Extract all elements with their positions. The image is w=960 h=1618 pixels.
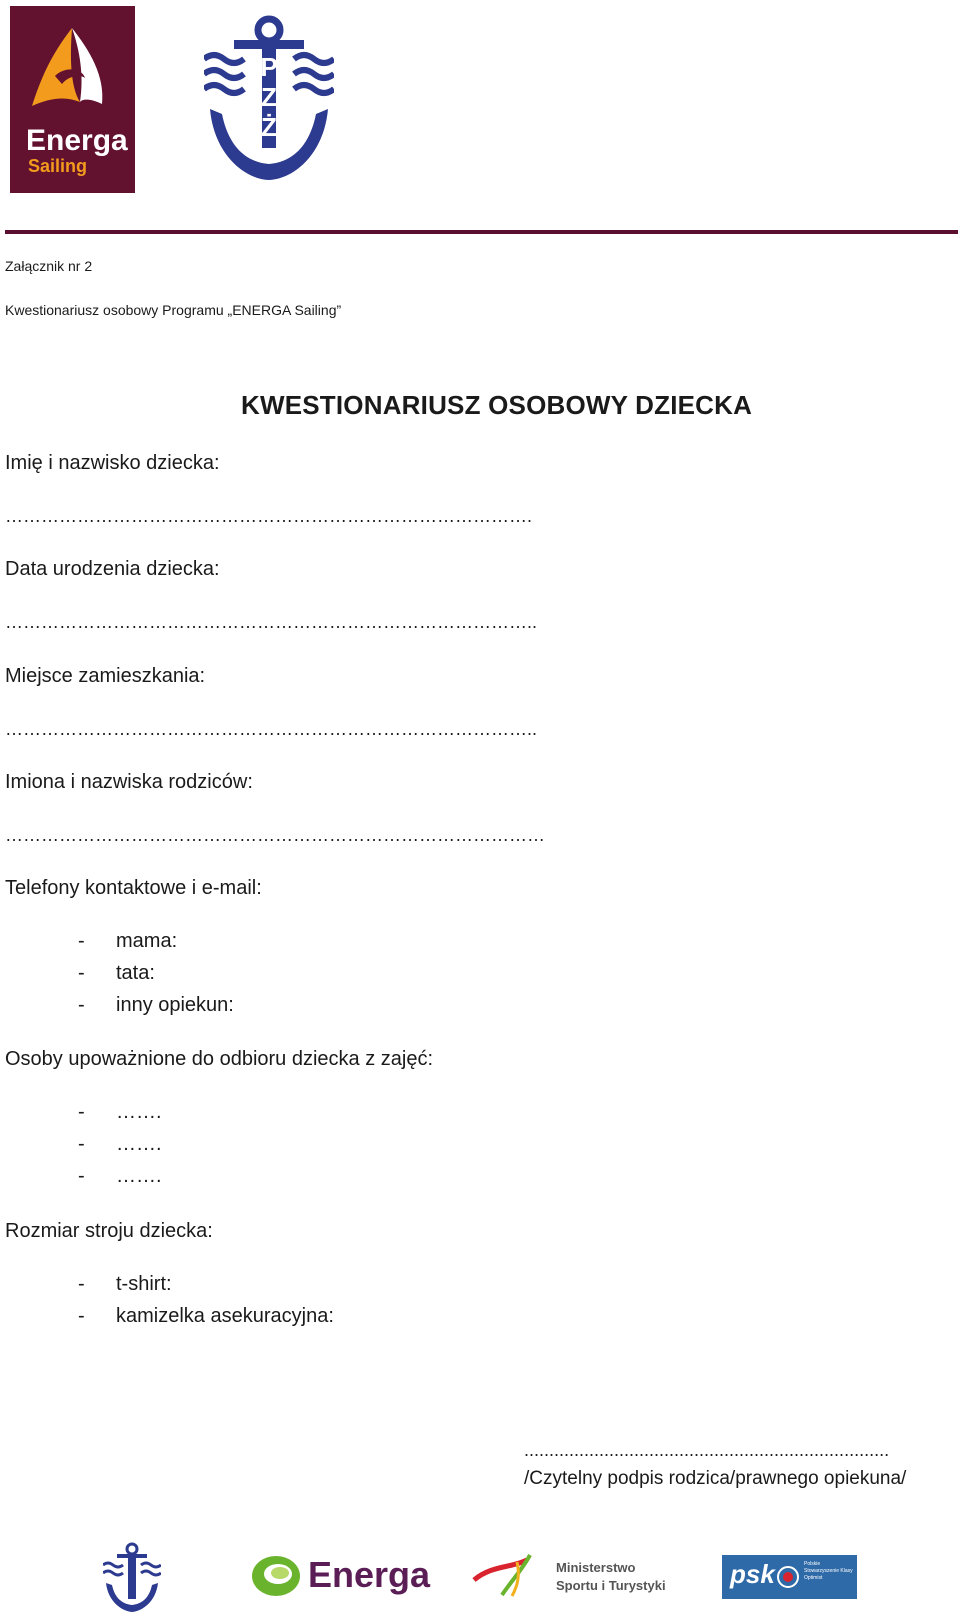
page-title: KWESTIONARIUSZ OSOBOWY DZIECKA xyxy=(241,390,753,420)
authorized-label: Osoby upoważnione do odbioru dziecka z zajęć: xyxy=(5,1048,434,1070)
footer-psko-logo xyxy=(722,1555,857,1599)
footer-pzz-logo xyxy=(103,1541,161,1613)
footer-ministry-logo xyxy=(472,1550,682,1605)
pzz-logo xyxy=(204,14,334,184)
anchor-icon xyxy=(103,1541,161,1613)
clothing-life-vest: kamizelka asekuracyjna: xyxy=(116,1305,334,1327)
list-dash: - xyxy=(78,994,85,1016)
document-subtitle: Kwestionariusz osobowy Programu „ENERGA Sailing” xyxy=(5,302,342,318)
residence-blank: …………………………………………………………………………….. xyxy=(5,719,538,739)
authorized-person-2: ……. xyxy=(116,1133,162,1155)
clothing-tshirt: t-shirt: xyxy=(116,1273,172,1295)
list-dash: - xyxy=(78,1133,85,1155)
child-name-label: Imię i nazwisko dziecka: xyxy=(5,452,220,474)
psko-text: psk xyxy=(730,1559,775,1589)
parents-blank: ……………………………………………………………………………… xyxy=(5,825,545,845)
ministry-line1: Ministerstwo xyxy=(556,1560,636,1575)
energa-brand-text: Energa xyxy=(26,124,128,157)
energa-sailing-logo xyxy=(10,6,135,193)
header-divider xyxy=(5,230,958,234)
birth-date-label: Data urodzenia dziecka: xyxy=(5,558,220,580)
list-dash: - xyxy=(78,930,85,952)
authorized-person-3: ……. xyxy=(116,1165,162,1187)
birth-date-blank: …………………………………………………………………………….. xyxy=(5,612,538,632)
list-dash: - xyxy=(78,1101,85,1123)
list-dash: - xyxy=(78,962,85,984)
pzz-letter-z: Z xyxy=(261,82,277,112)
ministry-line2: Sportu i Turystyki xyxy=(556,1578,666,1593)
signature-caption: /Czytelny podpis rodzica/prawnego opiekuna/ xyxy=(524,1468,907,1489)
psko-small-text: Polskie Stowarzyszenie Klasy Optimist xyxy=(804,1561,853,1581)
authorized-person-1: ……. xyxy=(116,1101,162,1123)
energa-swirl-icon xyxy=(250,1552,302,1600)
pzz-letter-p: P xyxy=(260,52,278,82)
annex-label: Załącznik nr 2 xyxy=(5,258,93,274)
psko-target-icon xyxy=(776,1565,800,1589)
footer-energa-logo xyxy=(250,1552,430,1602)
child-name-blank: ……………………………………………………………………………. xyxy=(5,506,533,526)
list-dash: - xyxy=(78,1305,85,1327)
parents-label: Imiona i nazwiska rodziców: xyxy=(5,771,253,793)
contact-other-guardian: inny opiekun: xyxy=(116,994,234,1016)
list-dash: - xyxy=(78,1165,85,1187)
ministry-ribbon-icon xyxy=(472,1550,552,1600)
signature-line: ......................................................................... xyxy=(524,1440,890,1460)
list-dash: - xyxy=(78,1273,85,1295)
pzz-letter-zz: Ż xyxy=(261,112,277,142)
contact-tata: tata: xyxy=(116,962,155,984)
clothing-label: Rozmiar stroju dziecka: xyxy=(5,1220,213,1242)
footer-energa-text: Energa xyxy=(308,1554,431,1595)
residence-label: Miejsce zamieszkania: xyxy=(5,665,206,687)
energa-sub-text: Sailing xyxy=(28,156,88,176)
contact-mama: mama: xyxy=(116,930,178,952)
contacts-label: Telefony kontaktowe i e-mail: xyxy=(5,877,262,899)
